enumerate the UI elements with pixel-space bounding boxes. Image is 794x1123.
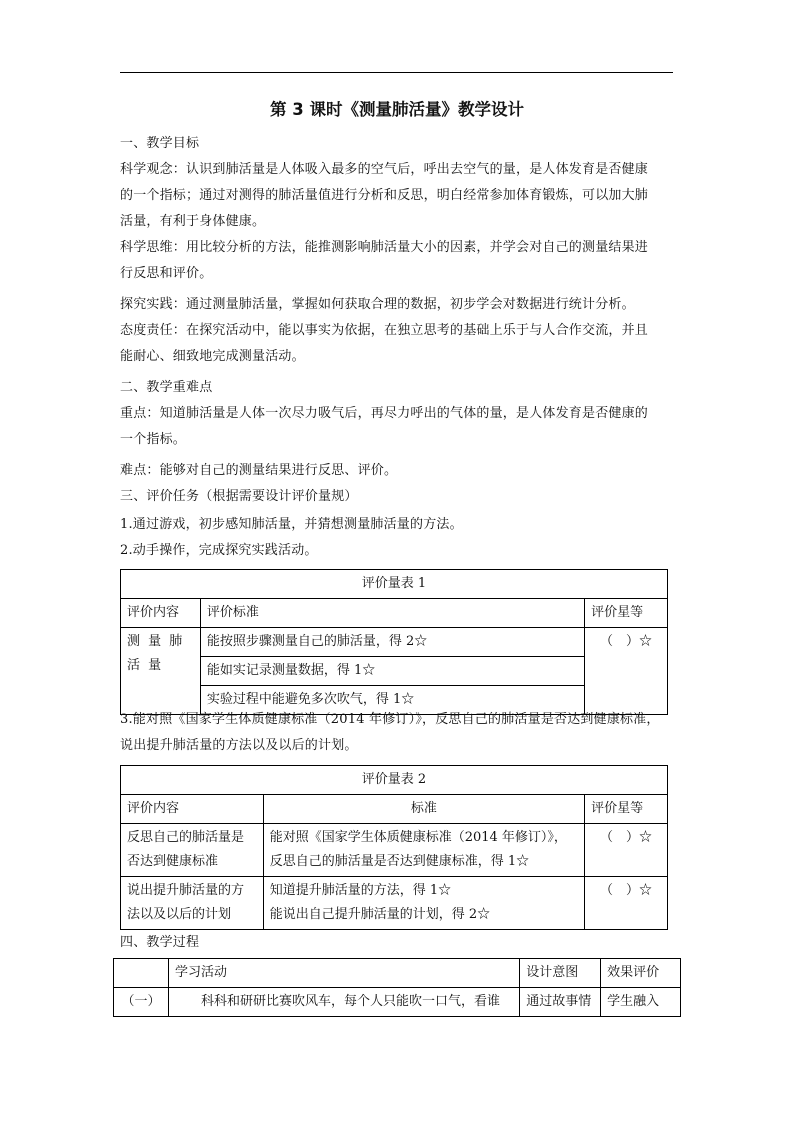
table-caption: 评价量表 1 <box>121 570 668 599</box>
header-cell: 评价星等 <box>585 599 668 628</box>
content-cell: 测 量 肺 活 量 <box>121 628 201 715</box>
section-heading: 四、教学过程 <box>120 935 200 950</box>
header-cell: 评价标准 <box>200 599 584 628</box>
criteria-cell <box>263 824 584 877</box>
content-cell <box>121 877 264 930</box>
step-cell: （一） <box>114 988 169 1017</box>
list-item: 3.能对照《国家学生体质健康标准（2014 年修订）》，反思自己的肺活量是否达到健康标准， <box>120 712 660 727</box>
cell-line: 法以及以后的计划 <box>127 907 232 922</box>
cell-line: 知道提升肺活量的方法，得 1☆ <box>269 883 452 898</box>
header-cell: 评价星等 <box>585 795 668 824</box>
page-title: 第 3 课时《测量肺活量》教学设计 <box>270 100 524 119</box>
cell-line: 能说出自己提升肺活量的计划，得 2☆ <box>269 907 491 922</box>
paragraph-line: 重点：知道肺活量是人体一次尽力吸气后，再尽力呼出的气体的量，是人体发育是否健康的 <box>120 406 649 421</box>
header-cell: 学习活动 <box>168 959 519 988</box>
header-cell <box>114 959 169 988</box>
paragraph-line: 活量，有利于身体健康。 <box>120 214 266 229</box>
header-cell: 评价内容 <box>121 599 201 628</box>
criteria-cell <box>263 877 584 930</box>
paragraph-line: 科学观念：认识到肺活量是人体吸入最多的空气后，呼出去空气的量，是人体发育是否健康 <box>120 162 649 177</box>
paragraph-line: 行反思和评价。 <box>120 266 213 281</box>
paragraph-line: 态度责任：在探究活动中，能以事实为依据，在独立思考的基础上乐于与人合作交流，并且 <box>120 323 649 338</box>
header-cell: 设计意图 <box>520 959 601 988</box>
cell-line: 反思自己的肺活量是否达到健康标准，得 1☆ <box>269 854 530 869</box>
table-caption: 评价量表 2 <box>121 766 668 795</box>
paragraph-line: 能耐心、细致地完成测量活动。 <box>120 349 305 364</box>
header-cell: 标准 <box>263 795 584 824</box>
content-cell <box>121 824 264 877</box>
paragraph-line: 难点：能够对自己的测量结果进行反思、评价。 <box>120 463 398 478</box>
paragraph-line: 探究实践：通过测量肺活量，掌握如何获取合理的数据，初步学会对数据进行统计分析。 <box>120 297 635 312</box>
cell-line: 能对照《国家学生体质健康标准（2014 年修订）》， <box>269 830 567 845</box>
criteria-cell: 能按照步骤测量自己的肺活量，得 2☆ <box>200 628 584 657</box>
rubric-table-1 <box>120 569 668 715</box>
criteria-cell: 实验过程中能避免多次吹气，得 1☆ <box>200 686 584 715</box>
process-table <box>113 958 681 1017</box>
list-item: 2.动手操作，完成探究实践活动。 <box>120 543 318 558</box>
eval-cell: 学生融入 <box>601 988 681 1017</box>
cell-line: 说出提升肺活量的方 <box>127 883 245 898</box>
paragraph-line: 的一个指标；通过对测得的肺活量值进行分析和反思，明白经常参加体育锻炼，可以加大肺 <box>120 188 649 203</box>
activity-cell: 科科和研研比赛吹风车，每个人只能吹一口气，看谁 <box>168 988 519 1017</box>
paragraph-line: 科学思维：用比较分析的方法，能推测影响肺活量大小的因素，并学会对自己的测量结果进 <box>120 240 649 255</box>
section-heading: 三、评价任务（根据需要设计评价量规） <box>120 489 358 504</box>
section-heading: 二、教学重难点 <box>120 380 213 395</box>
list-item: 1.通过游戏，初步感知肺活量，并猜想测量肺活量的方法。 <box>120 517 463 532</box>
header-cell: 评价内容 <box>121 795 264 824</box>
header-cell: 效果评价 <box>601 959 681 988</box>
stars-cell: （ ）☆ <box>585 824 668 877</box>
stars-cell: （ ）☆ <box>585 877 668 930</box>
cell-line: 否达到健康标准 <box>127 854 219 869</box>
intent-cell: 通过故事情 <box>520 988 601 1017</box>
list-item: 说出提升肺活量的方法以及以后的计划。 <box>120 738 358 753</box>
section-heading: 一、教学目标 <box>120 136 200 151</box>
rubric-table-2 <box>120 765 668 930</box>
paragraph-line: 一个指标。 <box>120 432 187 447</box>
cell-line: 反思自己的肺活量是 <box>127 830 245 845</box>
criteria-cell: 能如实记录测量数据，得 1☆ <box>200 657 584 686</box>
stars-cell: （ ）☆ <box>585 628 668 715</box>
header-rule <box>120 72 673 73</box>
